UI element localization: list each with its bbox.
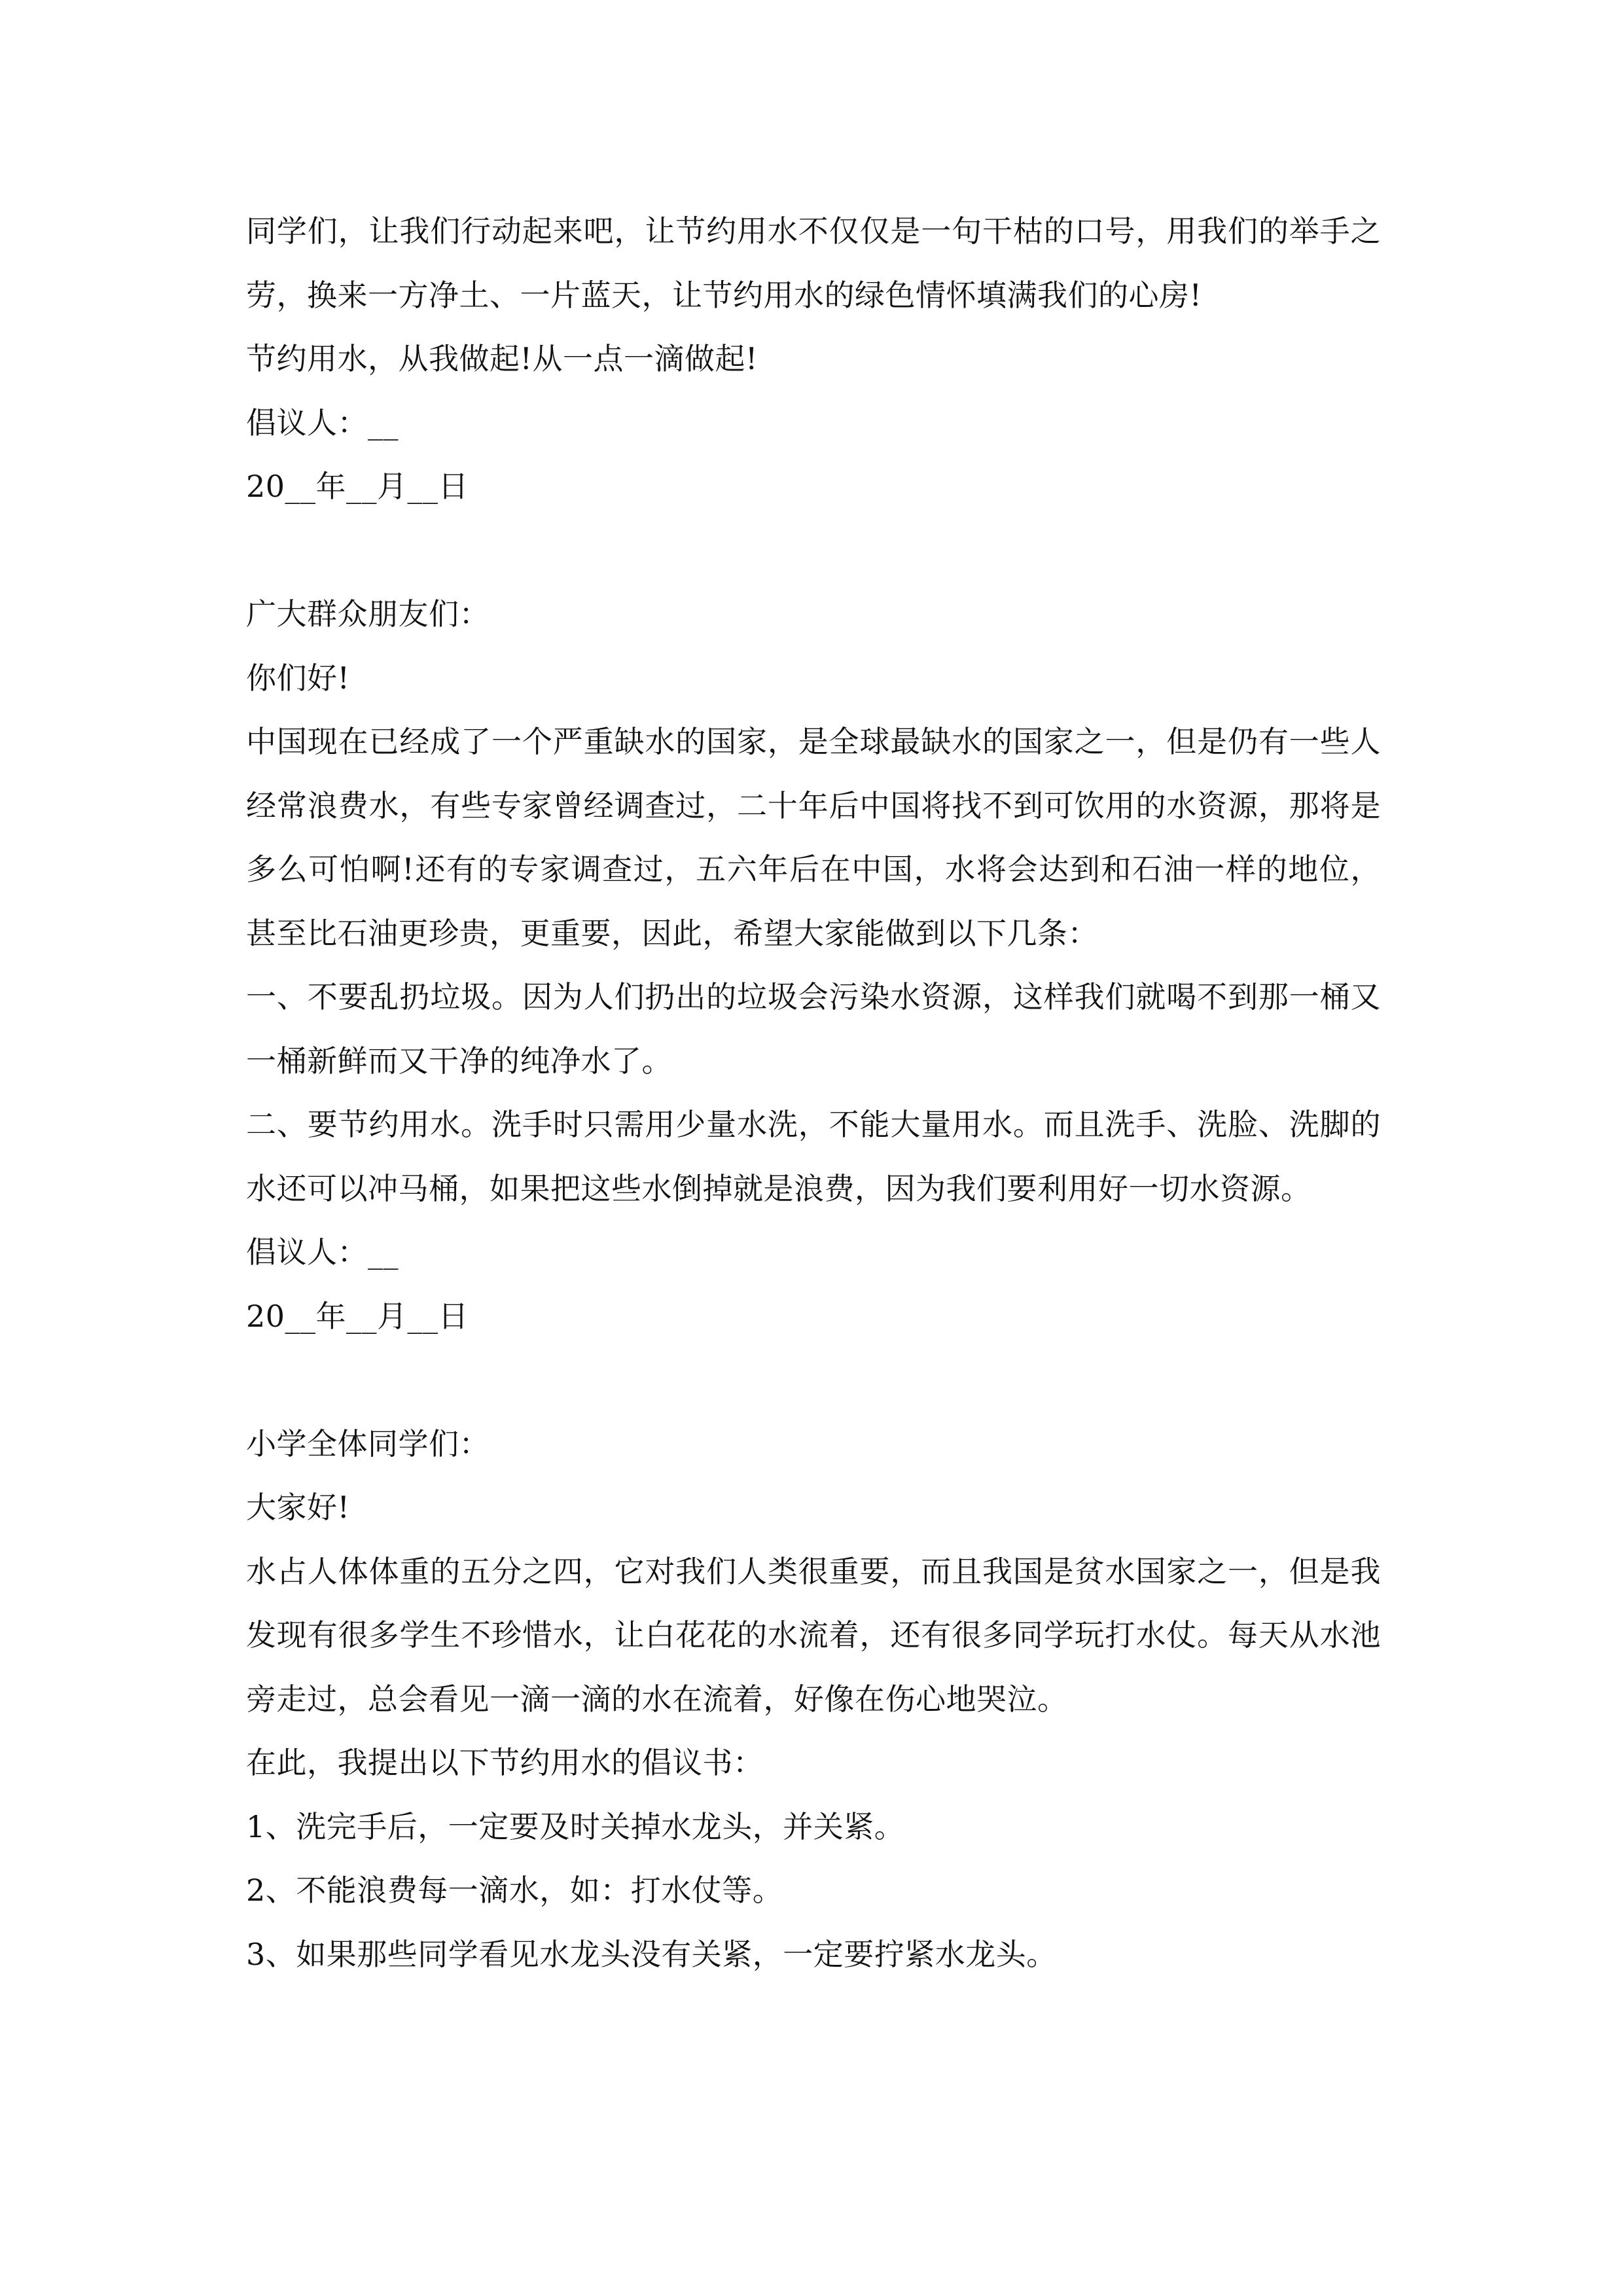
body-paragraph: 水占人体体重的五分之四，它对我们人类很重要，而且我国是贫水国家之一，但是我发现有很多学生不珍惜水，让白花花的水流着，还有很多同学玩打水仗。每天从水池旁走过，总会看见一滴一滴的水在流着，好像在伤心地哭泣。 xyxy=(246,1553,1381,1717)
slogan: 节约用水，从我做起!从一点一滴做起! xyxy=(246,341,758,376)
proposer-signature: 倡议人：__ xyxy=(246,1234,399,1270)
section-spacer xyxy=(246,1348,1381,1412)
greeting: 大家好! xyxy=(246,1490,350,1525)
greeting: 你们好! xyxy=(246,660,350,696)
body-paragraph: 在此，我提出以下节约用水的倡议书： xyxy=(246,1745,764,1780)
closing-paragraph: 同学们，让我们行动起来吧，让节约用水不仅仅是一句干枯的口号，用我们的举手之劳，换来一方净土、一片蓝天，让节约用水的绿色情怀填满我们的心房! xyxy=(246,213,1381,313)
proposal-item: 1、洗完手后，一定要及时关掉水龙头，并关紧。 xyxy=(246,1808,905,1844)
body-paragraph: 中国现在已经成了一个严重缺水的国家，是全球最缺水的国家之一，但是仍有一些人经常浪费水，有些专家曾经调查过，二十年后中国将找不到可饮用的水资源，那将是多么可怕啊!还有的专家调查过，五六年后在中国，水将会达到和石油一样的地位，甚至比石油更珍贵，更重要，因此，希望大家能做到以下几条： xyxy=(246,724,1381,951)
salutation: 小学全体同学们： xyxy=(246,1426,490,1462)
document-body xyxy=(246,200,1381,1986)
proposal-item: 2、不能浪费每一滴水，如：打水仗等。 xyxy=(246,1873,783,1908)
date-line: 20__年__月__日 xyxy=(246,469,469,504)
proposal-item: 一、不要乱扔垃圾。因为人们扔出的垃圾会污染水资源，这样我们就喝不到那一桶又一桶新鲜而又干净的纯净水了。 xyxy=(246,979,1381,1079)
proposer-signature: 倡议人：__ xyxy=(246,404,399,440)
date-line: 20__年__月__日 xyxy=(246,1298,469,1334)
proposal-item: 3、如果那些同学看见水龙头没有关紧，一定要拧紧水龙头。 xyxy=(246,1936,1057,1972)
proposal-item: 二、要节约用水。洗手时只需用少量水洗，不能大量用水。而且洗手、洗脸、洗脚的水还可以冲马桶，如果把这些水倒掉就是浪费，因为我们要利用好一切水资源。 xyxy=(246,1107,1381,1206)
section-spacer xyxy=(246,519,1381,583)
salutation: 广大群众朋友们： xyxy=(246,596,490,632)
